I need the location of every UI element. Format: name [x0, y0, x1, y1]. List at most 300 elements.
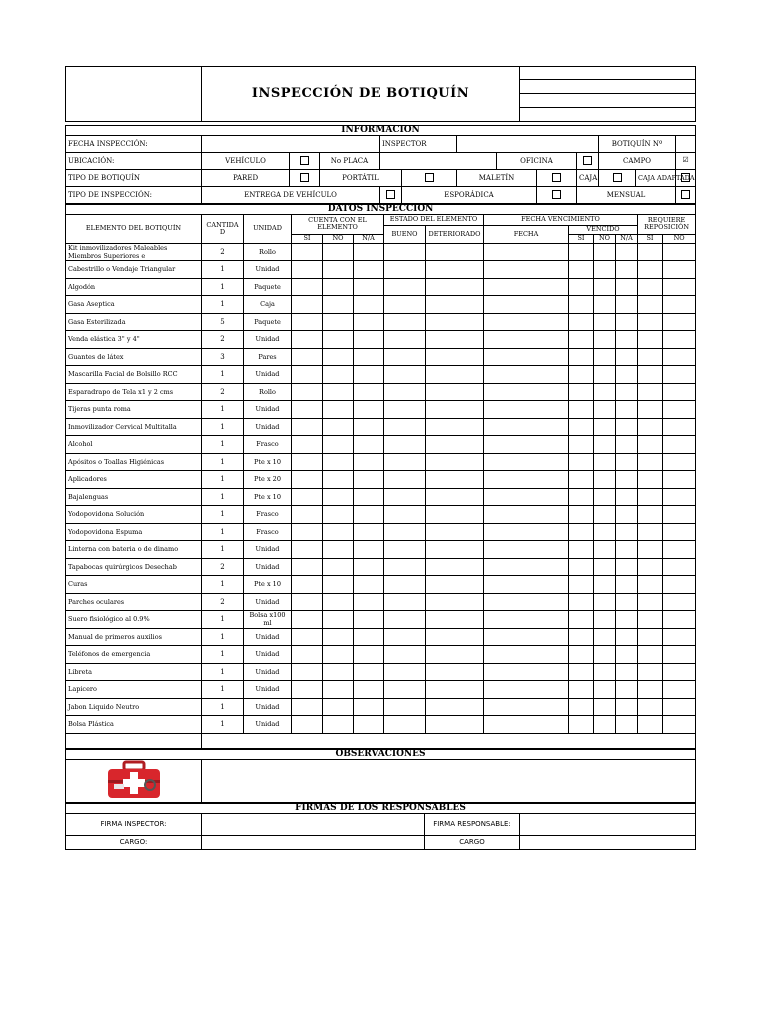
deteriorado-cell[interactable]	[426, 576, 484, 594]
vencido-si-cell[interactable]	[569, 646, 594, 664]
cuenta-no-cell[interactable]	[323, 366, 354, 384]
checkbox-esporadica[interactable]	[537, 186, 577, 203]
fecha-cell[interactable]	[484, 716, 569, 734]
cuenta-no-cell[interactable]	[323, 278, 354, 296]
deteriorado-cell[interactable]	[426, 541, 484, 559]
vencido-na-cell[interactable]	[616, 681, 638, 699]
checkbox-caja[interactable]	[599, 169, 636, 186]
bueno-cell[interactable]	[384, 436, 426, 454]
header-field-2[interactable]	[520, 80, 696, 94]
vencido-no-cell[interactable]	[594, 261, 616, 279]
fecha-cell[interactable]	[484, 366, 569, 384]
requiere-no-cell[interactable]	[663, 593, 696, 611]
cuenta-na-cell[interactable]	[354, 243, 384, 261]
requiere-no-cell[interactable]	[663, 506, 696, 524]
requiere-si-cell[interactable]	[638, 611, 663, 629]
requiere-si-cell[interactable]	[638, 646, 663, 664]
bueno-cell[interactable]	[384, 348, 426, 366]
requiere-si-cell[interactable]	[638, 296, 663, 314]
vencido-si-cell[interactable]	[569, 523, 594, 541]
fecha-cell[interactable]	[484, 663, 569, 681]
bueno-cell[interactable]	[384, 681, 426, 699]
cuenta-na-cell[interactable]	[354, 716, 384, 734]
requiere-no-cell[interactable]	[663, 418, 696, 436]
cuenta-si-cell[interactable]	[292, 383, 323, 401]
requiere-no-cell[interactable]	[663, 646, 696, 664]
bueno-cell[interactable]	[384, 716, 426, 734]
cuenta-si-cell[interactable]	[292, 681, 323, 699]
requiere-no-cell[interactable]	[663, 716, 696, 734]
vencido-no-cell[interactable]	[594, 471, 616, 489]
bueno-cell[interactable]	[384, 698, 426, 716]
cuenta-na-cell[interactable]	[354, 296, 384, 314]
requiere-si-cell[interactable]	[638, 576, 663, 594]
blank-row-cell[interactable]	[66, 733, 202, 748]
requiere-si-cell[interactable]	[638, 471, 663, 489]
cuenta-si-cell[interactable]	[292, 663, 323, 681]
cuenta-si-cell[interactable]	[292, 453, 323, 471]
cuenta-no-cell[interactable]	[323, 576, 354, 594]
requiere-no-cell[interactable]	[663, 453, 696, 471]
cuenta-si-cell[interactable]	[292, 471, 323, 489]
cuenta-no-cell[interactable]	[323, 418, 354, 436]
bueno-cell[interactable]	[384, 296, 426, 314]
vencido-no-cell[interactable]	[594, 506, 616, 524]
requiere-no-cell[interactable]	[663, 278, 696, 296]
vencido-na-cell[interactable]	[616, 313, 638, 331]
vencido-no-cell[interactable]	[594, 243, 616, 261]
checkbox-oficina[interactable]	[577, 152, 599, 169]
requiere-no-cell[interactable]	[663, 401, 696, 419]
cuenta-no-cell[interactable]	[323, 506, 354, 524]
inspector-field[interactable]	[457, 135, 599, 152]
requiere-no-cell[interactable]	[663, 698, 696, 716]
cuenta-no-cell[interactable]	[323, 628, 354, 646]
bueno-cell[interactable]	[384, 646, 426, 664]
cuenta-na-cell[interactable]	[354, 646, 384, 664]
vencido-na-cell[interactable]	[616, 348, 638, 366]
vencido-si-cell[interactable]	[569, 576, 594, 594]
deteriorado-cell[interactable]	[426, 348, 484, 366]
deteriorado-cell[interactable]	[426, 436, 484, 454]
vencido-no-cell[interactable]	[594, 383, 616, 401]
fecha-cell[interactable]	[484, 331, 569, 349]
vencido-no-cell[interactable]	[594, 576, 616, 594]
vencido-no-cell[interactable]	[594, 611, 616, 629]
header-field-3[interactable]	[520, 94, 696, 108]
no-placa-field[interactable]	[380, 152, 497, 169]
requiere-no-cell[interactable]	[663, 663, 696, 681]
cuenta-si-cell[interactable]	[292, 628, 323, 646]
vencido-si-cell[interactable]	[569, 698, 594, 716]
requiere-si-cell[interactable]	[638, 348, 663, 366]
vencido-no-cell[interactable]	[594, 296, 616, 314]
deteriorado-cell[interactable]	[426, 243, 484, 261]
deteriorado-cell[interactable]	[426, 628, 484, 646]
cuenta-na-cell[interactable]	[354, 681, 384, 699]
cuenta-na-cell[interactable]	[354, 663, 384, 681]
vencido-na-cell[interactable]	[616, 401, 638, 419]
cuenta-si-cell[interactable]	[292, 313, 323, 331]
fecha-cell[interactable]	[484, 628, 569, 646]
requiere-si-cell[interactable]	[638, 716, 663, 734]
cuenta-si-cell[interactable]	[292, 401, 323, 419]
vencido-si-cell[interactable]	[569, 593, 594, 611]
cuenta-si-cell[interactable]	[292, 488, 323, 506]
vencido-si-cell[interactable]	[569, 348, 594, 366]
requiere-si-cell[interactable]	[638, 278, 663, 296]
bueno-cell[interactable]	[384, 628, 426, 646]
bueno-cell[interactable]	[384, 313, 426, 331]
cuenta-na-cell[interactable]	[354, 278, 384, 296]
requiere-no-cell[interactable]	[663, 243, 696, 261]
bueno-cell[interactable]	[384, 453, 426, 471]
vencido-na-cell[interactable]	[616, 278, 638, 296]
fecha-cell[interactable]	[484, 471, 569, 489]
vencido-si-cell[interactable]	[569, 488, 594, 506]
vencido-si-cell[interactable]	[569, 313, 594, 331]
vencido-si-cell[interactable]	[569, 383, 594, 401]
cuenta-no-cell[interactable]	[323, 471, 354, 489]
vencido-no-cell[interactable]	[594, 663, 616, 681]
vencido-na-cell[interactable]	[616, 698, 638, 716]
header-field-1[interactable]	[520, 67, 696, 80]
vencido-na-cell[interactable]	[616, 523, 638, 541]
vencido-si-cell[interactable]	[569, 243, 594, 261]
cuenta-na-cell[interactable]	[354, 611, 384, 629]
checkbox-maletin[interactable]	[537, 169, 577, 186]
cuenta-no-cell[interactable]	[323, 488, 354, 506]
requiere-si-cell[interactable]	[638, 541, 663, 559]
bueno-cell[interactable]	[384, 663, 426, 681]
deteriorado-cell[interactable]	[426, 331, 484, 349]
fecha-cell[interactable]	[484, 541, 569, 559]
cuenta-no-cell[interactable]	[323, 383, 354, 401]
fecha-cell[interactable]	[484, 436, 569, 454]
fecha-cell[interactable]	[484, 506, 569, 524]
cargo-responsable-field[interactable]	[520, 835, 696, 849]
vencido-na-cell[interactable]	[616, 471, 638, 489]
cuenta-no-cell[interactable]	[323, 313, 354, 331]
requiere-si-cell[interactable]	[638, 436, 663, 454]
cargo-inspector-field[interactable]	[202, 835, 425, 849]
requiere-no-cell[interactable]	[663, 383, 696, 401]
vencido-si-cell[interactable]	[569, 436, 594, 454]
cuenta-no-cell[interactable]	[323, 348, 354, 366]
firma-inspector-field[interactable]	[202, 813, 425, 835]
vencido-si-cell[interactable]	[569, 453, 594, 471]
requiere-no-cell[interactable]	[663, 471, 696, 489]
requiere-si-cell[interactable]	[638, 366, 663, 384]
deteriorado-cell[interactable]	[426, 261, 484, 279]
deteriorado-cell[interactable]	[426, 611, 484, 629]
requiere-no-cell[interactable]	[663, 488, 696, 506]
fecha-cell[interactable]	[484, 261, 569, 279]
cuenta-si-cell[interactable]	[292, 611, 323, 629]
requiere-si-cell[interactable]	[638, 418, 663, 436]
vencido-no-cell[interactable]	[594, 331, 616, 349]
cuenta-si-cell[interactable]	[292, 436, 323, 454]
fecha-cell[interactable]	[484, 576, 569, 594]
fecha-cell[interactable]	[484, 313, 569, 331]
cuenta-no-cell[interactable]	[323, 331, 354, 349]
vencido-no-cell[interactable]	[594, 593, 616, 611]
cuenta-no-cell[interactable]	[323, 646, 354, 664]
vencido-no-cell[interactable]	[594, 278, 616, 296]
vencido-si-cell[interactable]	[569, 331, 594, 349]
cuenta-no-cell[interactable]	[323, 261, 354, 279]
deteriorado-cell[interactable]	[426, 663, 484, 681]
cuenta-no-cell[interactable]	[323, 453, 354, 471]
deteriorado-cell[interactable]	[426, 366, 484, 384]
vencido-na-cell[interactable]	[616, 628, 638, 646]
fecha-inspeccion-field[interactable]	[202, 135, 380, 152]
requiere-si-cell[interactable]	[638, 558, 663, 576]
cuenta-na-cell[interactable]	[354, 698, 384, 716]
vencido-na-cell[interactable]	[616, 366, 638, 384]
vencido-si-cell[interactable]	[569, 681, 594, 699]
vencido-na-cell[interactable]	[616, 716, 638, 734]
bueno-cell[interactable]	[384, 471, 426, 489]
vencido-na-cell[interactable]	[616, 331, 638, 349]
bueno-cell[interactable]	[384, 261, 426, 279]
fecha-cell[interactable]	[484, 243, 569, 261]
requiere-si-cell[interactable]	[638, 506, 663, 524]
cuenta-na-cell[interactable]	[354, 401, 384, 419]
cuenta-si-cell[interactable]	[292, 646, 323, 664]
deteriorado-cell[interactable]	[426, 646, 484, 664]
requiere-no-cell[interactable]	[663, 348, 696, 366]
bueno-cell[interactable]	[384, 611, 426, 629]
vencido-na-cell[interactable]	[616, 646, 638, 664]
cuenta-si-cell[interactable]	[292, 278, 323, 296]
requiere-no-cell[interactable]	[663, 436, 696, 454]
requiere-no-cell[interactable]	[663, 313, 696, 331]
requiere-no-cell[interactable]	[663, 576, 696, 594]
requiere-si-cell[interactable]	[638, 663, 663, 681]
checkbox-campo[interactable]	[676, 152, 696, 169]
bueno-cell[interactable]	[384, 418, 426, 436]
checkbox-mensual[interactable]	[676, 186, 696, 203]
cuenta-no-cell[interactable]	[323, 558, 354, 576]
cuenta-no-cell[interactable]	[323, 401, 354, 419]
cuenta-si-cell[interactable]	[292, 261, 323, 279]
fecha-cell[interactable]	[484, 593, 569, 611]
vencido-si-cell[interactable]	[569, 278, 594, 296]
vencido-no-cell[interactable]	[594, 418, 616, 436]
fecha-cell[interactable]	[484, 401, 569, 419]
cuenta-no-cell[interactable]	[323, 698, 354, 716]
requiere-no-cell[interactable]	[663, 558, 696, 576]
vencido-no-cell[interactable]	[594, 436, 616, 454]
checkbox-portatil[interactable]	[402, 169, 457, 186]
cuenta-na-cell[interactable]	[354, 628, 384, 646]
deteriorado-cell[interactable]	[426, 488, 484, 506]
requiere-si-cell[interactable]	[638, 628, 663, 646]
fecha-cell[interactable]	[484, 383, 569, 401]
cuenta-si-cell[interactable]	[292, 506, 323, 524]
fecha-cell[interactable]	[484, 698, 569, 716]
vencido-si-cell[interactable]	[569, 261, 594, 279]
cuenta-si-cell[interactable]	[292, 593, 323, 611]
requiere-si-cell[interactable]	[638, 243, 663, 261]
vencido-na-cell[interactable]	[616, 436, 638, 454]
requiere-si-cell[interactable]	[638, 698, 663, 716]
deteriorado-cell[interactable]	[426, 383, 484, 401]
blank-row-cell[interactable]	[202, 733, 696, 748]
deteriorado-cell[interactable]	[426, 453, 484, 471]
vencido-na-cell[interactable]	[616, 558, 638, 576]
deteriorado-cell[interactable]	[426, 681, 484, 699]
bueno-cell[interactable]	[384, 401, 426, 419]
deteriorado-cell[interactable]	[426, 523, 484, 541]
vencido-si-cell[interactable]	[569, 296, 594, 314]
vencido-si-cell[interactable]	[569, 401, 594, 419]
deteriorado-cell[interactable]	[426, 401, 484, 419]
vencido-na-cell[interactable]	[616, 243, 638, 261]
cuenta-na-cell[interactable]	[354, 453, 384, 471]
vencido-si-cell[interactable]	[569, 541, 594, 559]
requiere-si-cell[interactable]	[638, 681, 663, 699]
deteriorado-cell[interactable]	[426, 716, 484, 734]
requiere-no-cell[interactable]	[663, 366, 696, 384]
observaciones-field[interactable]	[202, 759, 696, 802]
requiere-si-cell[interactable]	[638, 488, 663, 506]
cuenta-na-cell[interactable]	[354, 436, 384, 454]
bueno-cell[interactable]	[384, 383, 426, 401]
fecha-cell[interactable]	[484, 296, 569, 314]
vencido-si-cell[interactable]	[569, 471, 594, 489]
deteriorado-cell[interactable]	[426, 313, 484, 331]
vencido-no-cell[interactable]	[594, 523, 616, 541]
bueno-cell[interactable]	[384, 278, 426, 296]
cuenta-no-cell[interactable]	[323, 296, 354, 314]
cuenta-si-cell[interactable]	[292, 296, 323, 314]
requiere-si-cell[interactable]	[638, 331, 663, 349]
header-field-4[interactable]	[520, 108, 696, 122]
vencido-no-cell[interactable]	[594, 698, 616, 716]
requiere-no-cell[interactable]	[663, 541, 696, 559]
cuenta-si-cell[interactable]	[292, 366, 323, 384]
bueno-cell[interactable]	[384, 331, 426, 349]
deteriorado-cell[interactable]	[426, 418, 484, 436]
cuenta-si-cell[interactable]	[292, 348, 323, 366]
vencido-no-cell[interactable]	[594, 628, 616, 646]
requiere-no-cell[interactable]	[663, 523, 696, 541]
cuenta-na-cell[interactable]	[354, 523, 384, 541]
cuenta-si-cell[interactable]	[292, 576, 323, 594]
cuenta-na-cell[interactable]	[354, 488, 384, 506]
cuenta-na-cell[interactable]	[354, 506, 384, 524]
fecha-cell[interactable]	[484, 348, 569, 366]
vencido-no-cell[interactable]	[594, 716, 616, 734]
requiere-si-cell[interactable]	[638, 383, 663, 401]
vencido-no-cell[interactable]	[594, 366, 616, 384]
cuenta-na-cell[interactable]	[354, 593, 384, 611]
bueno-cell[interactable]	[384, 488, 426, 506]
botiquin-no-field[interactable]	[676, 135, 696, 152]
cuenta-no-cell[interactable]	[323, 523, 354, 541]
cuenta-no-cell[interactable]	[323, 593, 354, 611]
cuenta-si-cell[interactable]	[292, 558, 323, 576]
bueno-cell[interactable]	[384, 576, 426, 594]
cuenta-na-cell[interactable]	[354, 418, 384, 436]
vencido-na-cell[interactable]	[616, 418, 638, 436]
vencido-no-cell[interactable]	[594, 681, 616, 699]
vencido-no-cell[interactable]	[594, 313, 616, 331]
cuenta-na-cell[interactable]	[354, 348, 384, 366]
vencido-si-cell[interactable]	[569, 611, 594, 629]
vencido-na-cell[interactable]	[616, 611, 638, 629]
bueno-cell[interactable]	[384, 366, 426, 384]
fecha-cell[interactable]	[484, 681, 569, 699]
vencido-no-cell[interactable]	[594, 558, 616, 576]
vencido-si-cell[interactable]	[569, 418, 594, 436]
bueno-cell[interactable]	[384, 541, 426, 559]
requiere-si-cell[interactable]	[638, 401, 663, 419]
fecha-cell[interactable]	[484, 558, 569, 576]
cuenta-si-cell[interactable]	[292, 523, 323, 541]
requiere-si-cell[interactable]	[638, 261, 663, 279]
cuenta-na-cell[interactable]	[354, 576, 384, 594]
deteriorado-cell[interactable]	[426, 558, 484, 576]
cuenta-na-cell[interactable]	[354, 541, 384, 559]
vencido-na-cell[interactable]	[616, 488, 638, 506]
cuenta-na-cell[interactable]	[354, 383, 384, 401]
fecha-cell[interactable]	[484, 278, 569, 296]
vencido-no-cell[interactable]	[594, 488, 616, 506]
vencido-na-cell[interactable]	[616, 506, 638, 524]
fecha-cell[interactable]	[484, 523, 569, 541]
cuenta-si-cell[interactable]	[292, 243, 323, 261]
bueno-cell[interactable]	[384, 558, 426, 576]
requiere-si-cell[interactable]	[638, 593, 663, 611]
cuenta-no-cell[interactable]	[323, 541, 354, 559]
requiere-si-cell[interactable]	[638, 523, 663, 541]
cuenta-si-cell[interactable]	[292, 331, 323, 349]
cuenta-na-cell[interactable]	[354, 471, 384, 489]
vencido-no-cell[interactable]	[594, 453, 616, 471]
cuenta-no-cell[interactable]	[323, 681, 354, 699]
deteriorado-cell[interactable]	[426, 278, 484, 296]
requiere-no-cell[interactable]	[663, 611, 696, 629]
requiere-no-cell[interactable]	[663, 628, 696, 646]
vencido-na-cell[interactable]	[616, 593, 638, 611]
vencido-si-cell[interactable]	[569, 628, 594, 646]
cuenta-no-cell[interactable]	[323, 436, 354, 454]
vencido-si-cell[interactable]	[569, 716, 594, 734]
bueno-cell[interactable]	[384, 523, 426, 541]
cuenta-na-cell[interactable]	[354, 313, 384, 331]
vencido-si-cell[interactable]	[569, 366, 594, 384]
cuenta-si-cell[interactable]	[292, 716, 323, 734]
requiere-no-cell[interactable]	[663, 261, 696, 279]
bueno-cell[interactable]	[384, 593, 426, 611]
checkbox-entrega-vehiculo[interactable]	[380, 186, 402, 203]
firma-responsable-field[interactable]	[520, 813, 696, 835]
cuenta-no-cell[interactable]	[323, 716, 354, 734]
vencido-na-cell[interactable]	[616, 576, 638, 594]
vencido-na-cell[interactable]	[616, 383, 638, 401]
cuenta-si-cell[interactable]	[292, 541, 323, 559]
requiere-si-cell[interactable]	[638, 453, 663, 471]
vencido-na-cell[interactable]	[616, 453, 638, 471]
vencido-si-cell[interactable]	[569, 663, 594, 681]
deteriorado-cell[interactable]	[426, 698, 484, 716]
vencido-na-cell[interactable]	[616, 541, 638, 559]
vencido-na-cell[interactable]	[616, 296, 638, 314]
vencido-no-cell[interactable]	[594, 348, 616, 366]
